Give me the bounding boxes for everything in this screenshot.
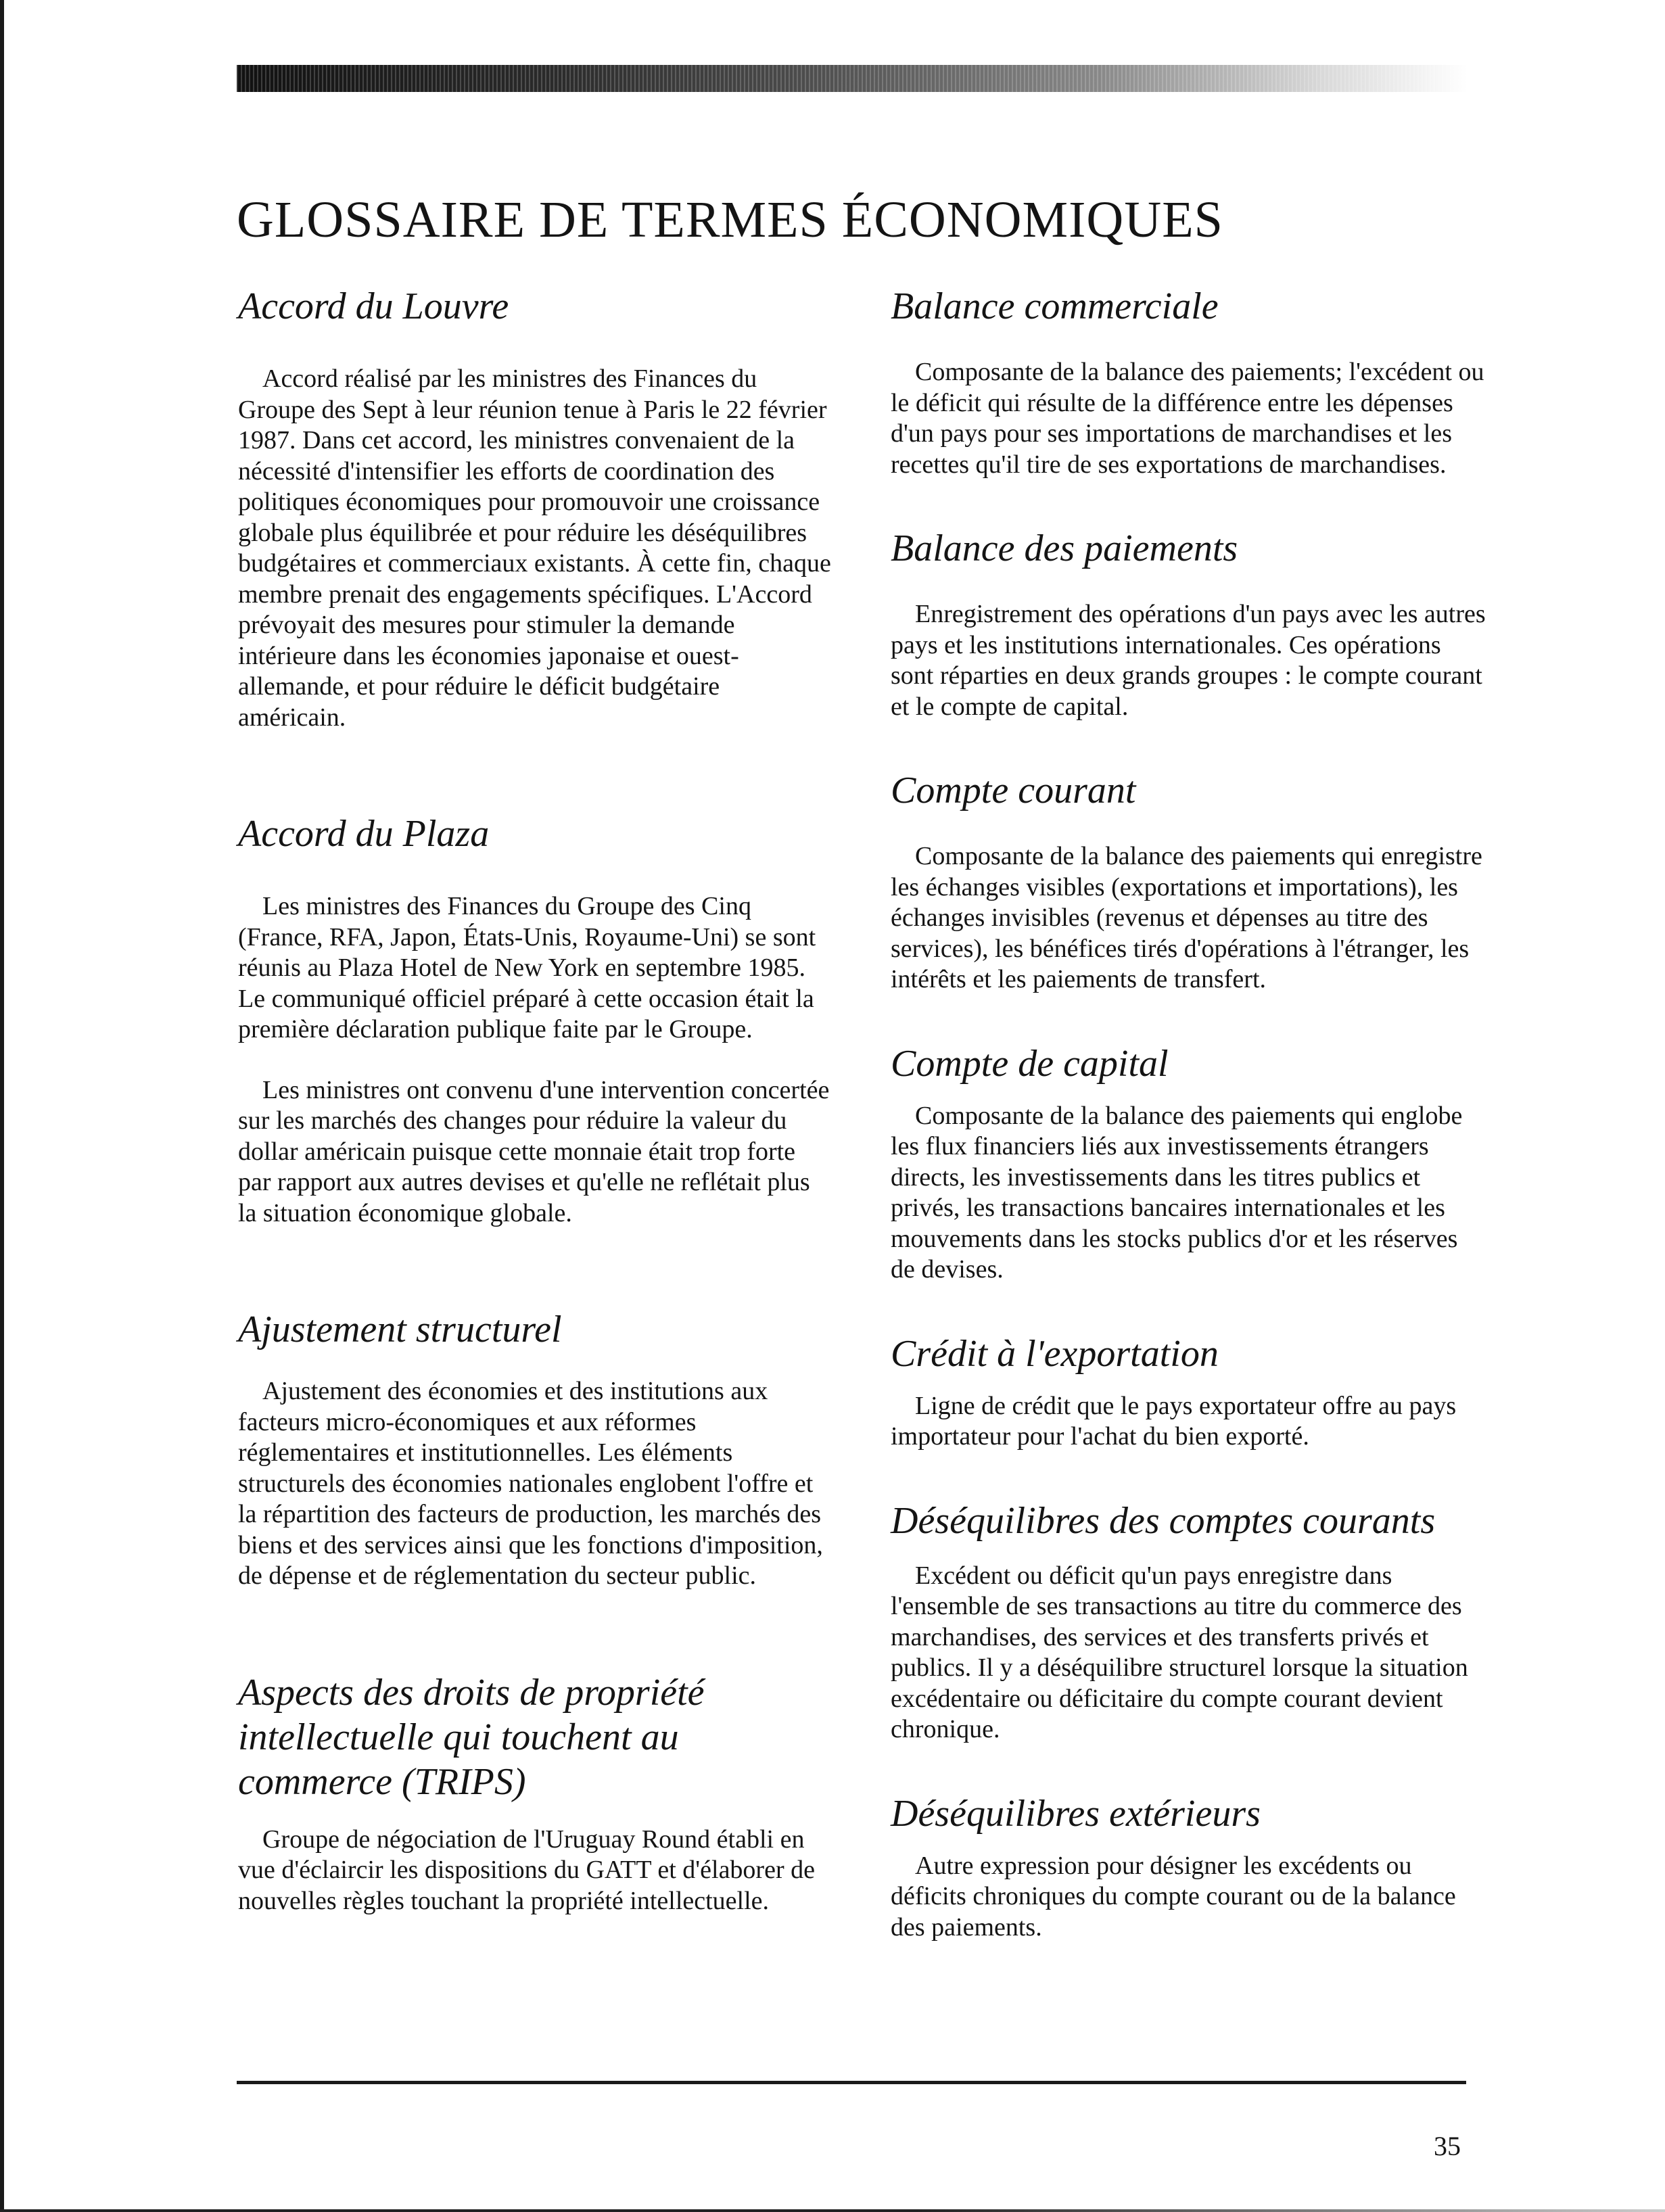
glossary-term: Compte de capital <box>891 1042 1169 1085</box>
glossary-definition: Excédent ou déficit qu'un pays enregistre dans l'ensemble de ses transactions au titre du commerce des marchandises, des services et des transferts privés et publics. Il y a déséquilibre structurel lorsque la situation excédentaire ou déficitaire du compte courant devient chronique. <box>891 1561 1468 1743</box>
glossary-entry-balance-commerciale <box>891 284 1486 480</box>
glossary-definition: Groupe de négociation de l'Uruguay Round établi en vue d'éclaircir les dispositions du GATT et d'élaborer de nouvelles règles touchant la propriété intellectuelle. <box>238 1825 815 1915</box>
glossary-term: Aspects des droits de propriété intellectuelle qui touchent au commerce (TRIPS) <box>238 1671 705 1803</box>
right-column <box>891 284 1486 1989</box>
glossary-definition: Accord réalisé par les ministres des Finances du Groupe des Sept à leur réunion tenue à Paris le 22 février 1987. Dans cet accord, les ministres convenaient de la nécessité d'intensifier les efforts de coordination des politiques économiques pour promouvoir une croissance globale plus équilibrée et pour réduire les déséquilibres budgétaires et commerciaux existants. À cette fin, chaque membre prenait des engagements spécifiques. L'Accord prévoyait des mesures pour stimuler la demande intérieure dans les économies japonaise et ouest-allemande, et pour réduire le déficit budgétaire américain. <box>238 364 831 732</box>
glossary-entry-compte-courant <box>891 768 1486 995</box>
glossary-entry-credit-a-l-exportation <box>891 1332 1486 1453</box>
glossary-entry-trips <box>238 1670 833 1917</box>
glossary-definition: Composante de la balance des paiements qui englobe les flux financiers liés aux investissements étrangers directs, les investissements dans les titres publics et privés, les transactions bancaires internationales et les mouvements dans les stocks publics d'or et les réserves de devises. <box>891 1101 1463 1284</box>
glossary-term: Crédit à l'exportation <box>891 1332 1219 1375</box>
page-number: 35 <box>1434 2131 1461 2161</box>
glossary-entry-compte-de-capital <box>891 1041 1486 1286</box>
glossary-term: Ajustement structurel <box>238 1309 562 1350</box>
page-title: GLOSSAIRE DE TERMES ÉCONOMIQUES <box>237 191 1223 248</box>
scan-page-edge <box>0 0 4 2212</box>
glossary-term: Accord du Louvre <box>238 285 509 327</box>
glossary-definition: Autre expression pour désigner les excédents ou déficits chroniques du compte courant ou de la balance des paiements. <box>891 1851 1456 1942</box>
footer-rule <box>237 2081 1466 2084</box>
glossary-entry-balance-des-paiements <box>891 526 1486 722</box>
glossary-definition: Les ministres ont convenu d'une intervention concertée sur les marchés des changes pour réduire la valeur du dollar américain puisque cette monnaie était trop forte par rapport aux autres devises et qu'elle ne reflétait plus la situation économique globale. <box>238 1075 830 1227</box>
glossary-definition: Ligne de crédit que le pays exportateur offre au pays importateur pour l'achat du bien exporté. <box>891 1391 1457 1451</box>
glossary-definition: Les ministres des Finances du Groupe des Cinq (France, RFA, Japon, États-Unis, Royaume-Uni) se sont réunis au Plaza Hotel de New York en septembre 1985. Le communiqué officiel préparé à cette occasion était la première déclaration publique faite par le Groupe. <box>238 892 816 1043</box>
decorative-header-band <box>237 65 1468 92</box>
left-column <box>238 284 833 1995</box>
glossary-term: Balance des paiements <box>891 527 1238 569</box>
scan-bottom-edge <box>0 2209 1665 2212</box>
glossary-definition: Composante de la balance des paiements; l'excédent ou le déficit qui résulte de la différence entre les dépenses d'un pays pour ses importations de marchandises et les recettes qu'il tire de ses exportations de marchandises. <box>891 358 1484 479</box>
glossary-entry-accord-du-plaza <box>238 811 833 1229</box>
glossary-entry-accord-du-louvre <box>238 284 833 733</box>
glossary-entry-desequilibres-exterieurs <box>891 1791 1486 1944</box>
glossary-term: Déséquilibres extérieurs <box>891 1792 1261 1835</box>
glossary-definition: Ajustement des économies et des institutions aux facteurs micro-économiques et aux réformes réglementaires et institutionnelles. Les éléments structurels des économies nationales englobent l'offre et la répartition des facteurs de production, les marchés des biens et des services ainsi que les fonctions d'imposition, de dépense et de réglementation du secteur public. <box>238 1377 823 1590</box>
glossary-term: Compte courant <box>891 770 1136 811</box>
glossary-definition: Enregistrement des opérations d'un pays avec les autres pays et les institutions internationales. Ces opérations sont réparties en deux grands groupes : le compte courant et le compte de capital. <box>891 600 1486 721</box>
glossary-term: Accord du Plaza <box>238 813 490 855</box>
glossary-entry-ajustement-structurel <box>238 1307 833 1592</box>
glossary-term: Déséquilibres des comptes courants <box>891 1499 1436 1542</box>
glossary-term: Balance commerciale <box>891 285 1219 327</box>
glossary-definition: Composante de la balance des paiements qui enregistre les échanges visibles (exportations et importations), les échanges invisibles (revenus et dépenses au titre des services), les bénéfices tirés d'opérations à l'étranger, les intérêts et les paiements de transfert. <box>891 842 1482 993</box>
glossary-entry-desequilibres-des-comptes-courants <box>891 1499 1486 1745</box>
